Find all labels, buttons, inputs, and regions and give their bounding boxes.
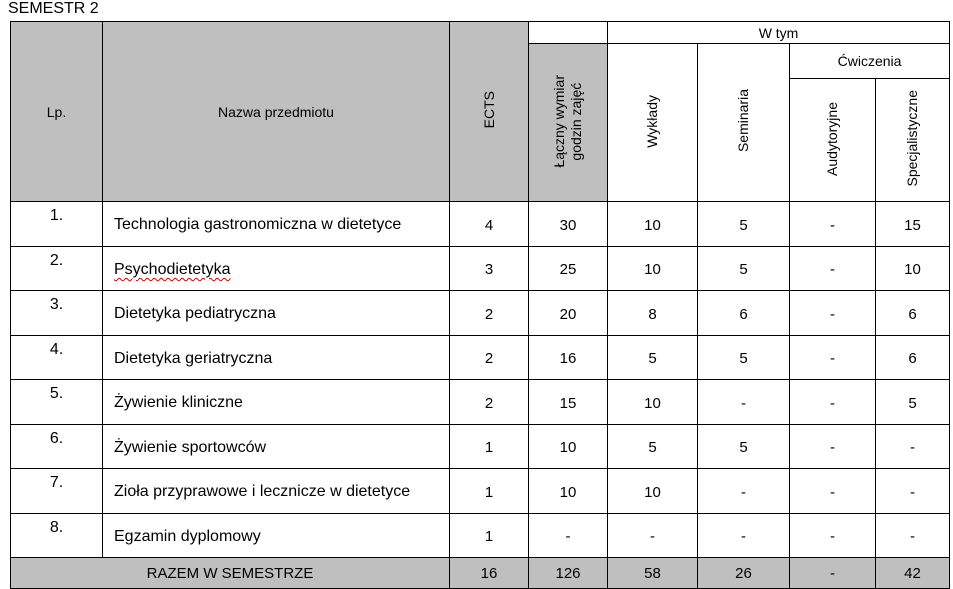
row-audytoryjne: - xyxy=(790,291,876,336)
row-seminaria: 5 xyxy=(698,246,790,291)
page-title: SEMESTR 2 xyxy=(8,0,99,17)
row-lp: 4. xyxy=(11,335,103,380)
row-ects: 1 xyxy=(450,469,529,514)
header-name: Nazwa przedmiotu xyxy=(103,22,450,202)
header-total xyxy=(529,44,608,202)
row-specjalistyczne: - xyxy=(876,469,950,514)
row-total: 10 xyxy=(529,424,608,469)
header-cwiczenia: Ćwiczenia xyxy=(790,44,950,79)
spellcheck-underlined-text: Psychodietetyka xyxy=(114,260,231,278)
row-total: 20 xyxy=(529,291,608,336)
row-ects: 3 xyxy=(450,246,529,291)
totals-audytoryjne: - xyxy=(790,558,876,589)
row-total: 25 xyxy=(529,246,608,291)
row-audytoryjne: - xyxy=(790,380,876,425)
row-audytoryjne: - xyxy=(790,469,876,514)
row-lp: 1. xyxy=(11,202,103,247)
header-seminaria-label: Seminaria xyxy=(735,89,751,153)
totals-seminaria: 26 xyxy=(698,558,790,589)
table-row xyxy=(11,291,950,336)
row-seminaria: 6 xyxy=(698,291,790,336)
row-specjalistyczne: 15 xyxy=(876,202,950,247)
row-ects: 1 xyxy=(450,424,529,469)
table-body xyxy=(11,202,950,558)
row-seminaria: 5 xyxy=(698,202,790,247)
row-lp: 5. xyxy=(11,380,103,425)
row-wyklady: 5 xyxy=(608,424,698,469)
row-name: Technologia gastronomiczna w dietetyce xyxy=(103,202,450,247)
row-seminaria: - xyxy=(698,513,790,558)
row-wyklady: 8 xyxy=(608,291,698,336)
row-specjalistyczne: 6 xyxy=(876,335,950,380)
header-wyklady-label: Wykłady xyxy=(644,94,660,148)
row-audytoryjne: - xyxy=(790,513,876,558)
table-row xyxy=(11,202,950,247)
row-name: Dietetyka pediatryczna xyxy=(103,291,450,336)
header-lp: Lp. xyxy=(11,22,103,202)
header-total-label: Łączny wymiar godzin zajęć xyxy=(551,74,584,168)
row-ects: 2 xyxy=(450,291,529,336)
header-audytoryjne xyxy=(790,79,876,202)
row-wyklady: 10 xyxy=(608,246,698,291)
header-specjalistyczne xyxy=(876,79,950,202)
row-ects: 2 xyxy=(450,335,529,380)
totals-total: 126 xyxy=(529,558,608,589)
row-ects: 4 xyxy=(450,202,529,247)
row-lp: 3. xyxy=(11,291,103,336)
row-specjalistyczne: - xyxy=(876,513,950,558)
row-total: - xyxy=(529,513,608,558)
row-total: 10 xyxy=(529,469,608,514)
header-total-top xyxy=(529,22,608,44)
totals-row xyxy=(11,558,950,589)
row-total: 30 xyxy=(529,202,608,247)
row-specjalistyczne: 6 xyxy=(876,291,950,336)
row-wyklady: 5 xyxy=(608,335,698,380)
row-name: Żywienie sportowców xyxy=(103,424,450,469)
header-audytoryjne-label: Audytoryjne xyxy=(824,101,840,176)
row-lp: 6. xyxy=(11,424,103,469)
row-lp: 8. xyxy=(11,513,103,558)
header-ects xyxy=(450,22,529,202)
row-audytoryjne: - xyxy=(790,424,876,469)
row-wyklady: - xyxy=(608,513,698,558)
header-specjalistyczne-label: Specjalistyczne xyxy=(904,90,921,187)
row-seminaria: - xyxy=(698,469,790,514)
row-specjalistyczne: 10 xyxy=(876,246,950,291)
row-ects: 2 xyxy=(450,380,529,425)
row-name: Egzamin dyplomowy xyxy=(103,513,450,558)
row-specjalistyczne: 5 xyxy=(876,380,950,425)
row-wyklady: 10 xyxy=(608,469,698,514)
header-seminaria xyxy=(698,44,790,202)
table-row xyxy=(11,246,950,291)
totals-specjalistyczne: 42 xyxy=(876,558,950,589)
totals-wyklady: 58 xyxy=(608,558,698,589)
row-wyklady: 10 xyxy=(608,202,698,247)
semester-table xyxy=(10,21,950,589)
totals-label: RAZEM W SEMESTRZE xyxy=(11,558,450,589)
row-specjalistyczne: - xyxy=(876,424,950,469)
row-seminaria: 5 xyxy=(698,424,790,469)
row-name: Zioła przyprawowe i lecznicze w dietetyce xyxy=(103,469,450,514)
table-row xyxy=(11,335,950,380)
table-row xyxy=(11,424,950,469)
row-name: Żywienie kliniczne xyxy=(103,380,450,425)
header-ects-label: ECTS xyxy=(480,91,497,129)
header-wyklady xyxy=(608,44,698,202)
row-lp: 7. xyxy=(11,469,103,514)
header-w-tym: W tym xyxy=(608,22,950,44)
row-audytoryjne: - xyxy=(790,246,876,291)
row-seminaria: - xyxy=(698,380,790,425)
row-audytoryjne: - xyxy=(790,202,876,247)
table-row xyxy=(11,380,950,425)
row-total: 15 xyxy=(529,380,608,425)
row-lp: 2. xyxy=(11,246,103,291)
row-audytoryjne: - xyxy=(790,335,876,380)
table-row xyxy=(11,469,950,514)
row-total: 16 xyxy=(529,335,608,380)
row-seminaria: 5 xyxy=(698,335,790,380)
row-name: Dietetyka geriatryczna xyxy=(103,335,450,380)
row-wyklady: 10 xyxy=(608,380,698,425)
table-row xyxy=(11,513,950,558)
row-ects: 1 xyxy=(450,513,529,558)
totals-ects: 16 xyxy=(450,558,529,589)
row-name xyxy=(103,246,450,291)
